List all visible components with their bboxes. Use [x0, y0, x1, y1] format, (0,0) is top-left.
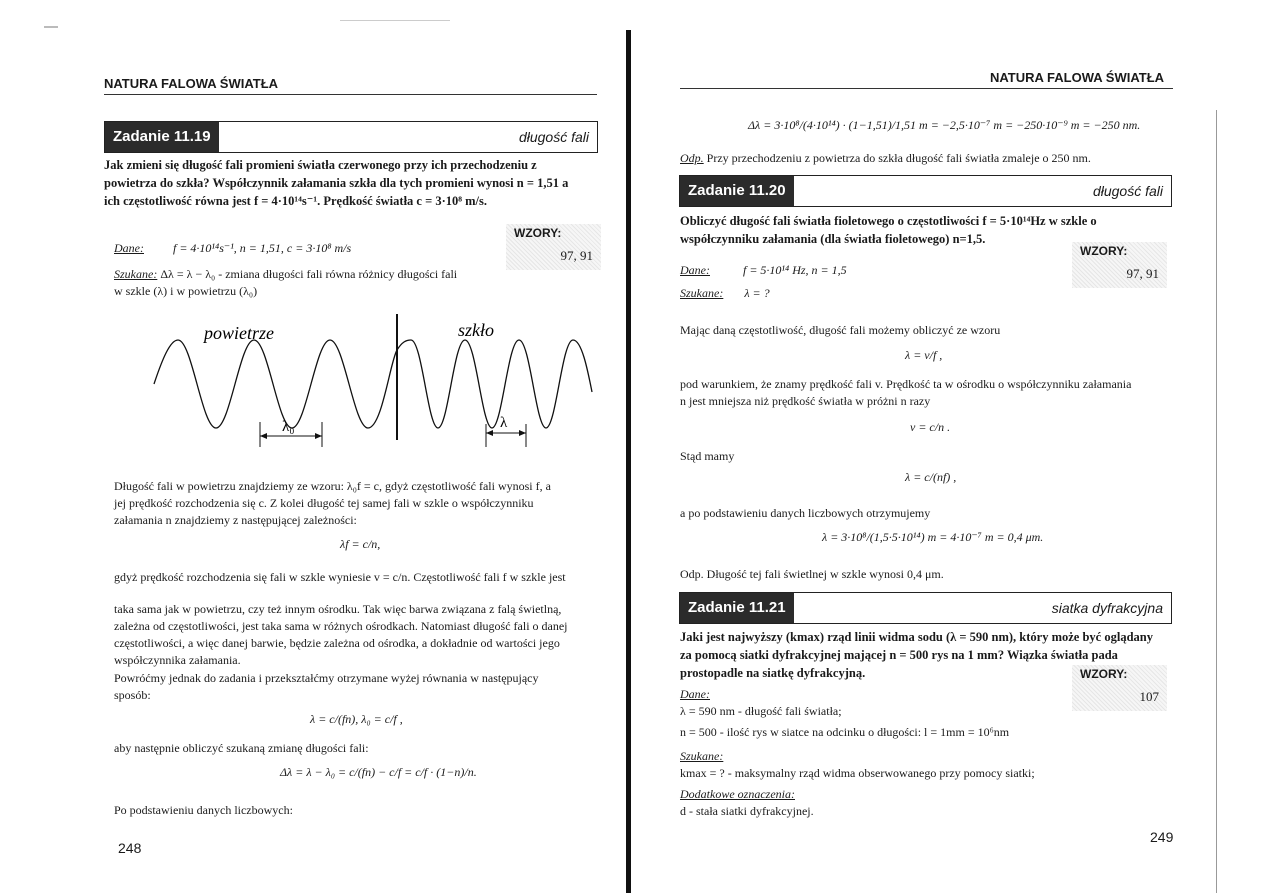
unknown-label: Szukane: — [680, 286, 724, 300]
paragraph — [114, 601, 609, 669]
task-topic: siatka dyfrakcyjna — [1051, 600, 1163, 616]
wave-air — [154, 340, 397, 428]
given-label: Dane: — [680, 687, 710, 701]
page-number: 248 — [118, 840, 142, 856]
task-question — [104, 156, 599, 210]
text-line: aby następnie obliczyć szukaną zmianę długości fali: — [114, 741, 369, 755]
given-line: n = 500 - ilość rys w siatce na odcinku o długości: l = 1mm = 10⁶nm — [680, 725, 1010, 739]
text-line: Mając daną częstotliwość, długość fali możemy obliczyć ze wzoru — [680, 323, 1001, 337]
given-section — [114, 240, 351, 257]
given-section — [680, 686, 1175, 741]
extra-label: Dodatkowe oznaczenia: — [680, 787, 795, 801]
text-line: Powróćmy jednak do zadania i przekształćmy otrzymane wyżej równania w następujący — [114, 671, 539, 685]
task-number: Zadanie 11.19 — [105, 122, 219, 152]
text-line: zależna od częstotliwości, jest taka sama w różnych ośrodkach. Natomiast długość fali o danej — [114, 619, 568, 633]
wzory-label: WZORY: — [514, 226, 562, 240]
given-section — [680, 262, 847, 279]
equation: Δλ = 3·10⁸/(4·10¹⁴) · (1−1,51)/1,51 m = −2,5·10⁻⁷ m = −250·10⁻⁹ m = −250 nm. — [748, 118, 1141, 132]
text-line: pod warunkiem, że znamy prędkość fali v. Prędkość ta w ośrodku o współczynniku załamania — [680, 377, 1132, 391]
given-values: f = 5·10¹⁴ Hz, n = 1,5 — [743, 263, 847, 277]
unknown-label: Szukane: — [680, 749, 724, 763]
wzory-value: 97, 91 — [560, 248, 593, 263]
lambda0-label: λ₀ — [282, 419, 295, 435]
question-line: za pomocą siatki dyfrakcyjnej mającej n = 500 rys na 1 mm? Wiązka światła pada — [680, 648, 1118, 662]
question-line: powietrza do szkła? Współczynnik załamania szkła dla tych promieni wynosi n = 1,51 a — [104, 176, 569, 190]
text-line: sposób: — [114, 688, 151, 702]
task-topic: długość fali — [518, 129, 589, 145]
unknown-label: Szukane: — [114, 267, 158, 281]
task-header-11-20 — [679, 175, 1172, 207]
equation: λ = c/(nf) , — [905, 470, 957, 484]
unknown-values: λ = ? — [744, 286, 770, 300]
given-values: f = 4·10¹⁴s⁻¹, n = 1,51, c = 3·10⁸ m/s — [173, 241, 352, 255]
text-line: Stąd mamy — [680, 449, 735, 463]
unknown-section — [680, 748, 1175, 782]
scan-mark — [340, 20, 450, 21]
task-header-11-19 — [104, 121, 598, 153]
question-line: ich częstotliwość równa jest f = 4·10¹⁴s⁻¹. Prędkość światła c = 3·10⁸ m/s. — [104, 194, 488, 208]
answer-text: Przy przechodzeniu z powietrza do szkła długość fali światła zmaleje o 250 nm. — [703, 151, 1091, 165]
paragraph — [680, 376, 1175, 410]
extra-notation — [680, 786, 1175, 820]
equation: λ = v/f , — [905, 348, 943, 362]
answer: Odp. Długość tej fali świetlnej w szkle wynosi 0,4 μm. — [680, 567, 944, 581]
equation: Δλ = λ − λ₀ = c/(fn) − c/f = c/f · (1−n)/n. — [280, 765, 477, 779]
text-line: częstotliwości, a więc danej barwie, będzie zależna od ośrodka, a dokładnie od wartości jego — [114, 636, 560, 650]
text-line: n jest mniejsza niż prędkość światła w próżni n razy — [680, 394, 931, 408]
running-header: NATURA FALOWA ŚWIATŁA — [104, 76, 279, 91]
equation: v = c/n . — [910, 420, 951, 434]
text-line: załamania n znajdziemy z następującej zależności: — [114, 513, 357, 527]
given-label: Dane: — [114, 241, 144, 255]
wzory-label: WZORY: — [1080, 244, 1128, 258]
unknown-text: Δλ = λ − λ₀ - zmiana długości fali równa różnicy długości fali — [160, 267, 458, 281]
wzory-value: 107 — [1139, 689, 1159, 704]
wzory-box — [506, 224, 601, 270]
task-header-11-21 — [679, 592, 1172, 624]
label-powietrze: powietrze — [204, 323, 274, 343]
paragraph — [114, 478, 604, 529]
unknown-section — [114, 266, 604, 300]
question-line: Jak zmieni się długość fali promieni światła czerwonego przy ich przechodzeniu z — [104, 158, 537, 172]
header-rule — [104, 94, 597, 95]
text-line: jej prędkość rozchodzenia się c. Z kolei długość tej samej fali w szkle o współczynniku — [114, 496, 534, 510]
page-number: 249 — [1150, 829, 1174, 845]
wzory-value: 97, 91 — [1126, 266, 1159, 281]
task-topic: długość fali — [1092, 183, 1163, 199]
given-label: Dane: — [680, 263, 710, 277]
unknown-line: kmax = ? - maksymalny rząd widma obserwowanego przy pomocy siatki; — [680, 766, 1035, 780]
extra-line: d - stała siatki dyfrakcyjnej. — [680, 804, 814, 818]
equation: λ = 3·10⁸/(1,5·5·10¹⁴) m = 4·10⁻⁷ m = 0,4 μm. — [822, 530, 1044, 544]
question-line: prostopadle na siatkę dyfrakcyjną. — [680, 666, 866, 680]
task-number: Zadanie 11.20 — [680, 176, 794, 206]
paragraph — [114, 670, 609, 704]
question-line: Obliczyć długość fali światła fioletowego o częstotliwości f = 5·10¹⁴Hz w szkle o — [680, 214, 1097, 228]
wave-figure — [140, 312, 600, 462]
equation: λ = c/(fn), λ₀ = c/f , — [310, 712, 403, 726]
text-line: taka sama jak w powietrzu, czy też innym ośrodku. Tak więc barwa związana z falą świetlną, — [114, 602, 562, 616]
unknown-section — [680, 285, 770, 302]
lambda-label: λ — [500, 415, 508, 431]
text-line: Długość fali w powietrzu znajdziemy ze wzoru: λ₀f = c, gdyż częstotliwość fali wynosi f, a — [114, 479, 551, 493]
question-line: Jaki jest najwyższy (kmax) rząd linii widma sodu (λ = 590 nm), który może być oglądany — [680, 630, 1153, 644]
header-rule — [680, 88, 1173, 89]
task-number: Zadanie 11.21 — [680, 593, 794, 623]
answer — [680, 150, 1091, 167]
answer-label: Odp. — [680, 151, 704, 165]
wzory-box — [1072, 242, 1167, 288]
text-line: Po podstawieniu danych liczbowych: — [114, 803, 293, 817]
text-line: współczynnika załamania. — [114, 653, 241, 667]
question-line: współczynniku załamania (dla światła fioletowego) n=1,5. — [680, 232, 986, 246]
text-line: a po podstawieniu danych liczbowych otrzymujemy — [680, 506, 931, 520]
right-edge-line — [1216, 110, 1217, 893]
wave-glass — [397, 340, 592, 428]
given-line: λ = 590 nm - długość fali światła; — [680, 704, 842, 718]
text-line: gdyż prędkość rozchodzenia się fali w szkle wyniesie v = c/n. Częstotliwość fali f w szkle jest — [114, 570, 566, 584]
equation: λf = c/n, — [340, 537, 381, 551]
unknown-text: w szkle (λ) i w powietrzu (λ₀) — [114, 284, 258, 298]
scan-mark — [44, 26, 58, 28]
running-header: NATURA FALOWA ŚWIATŁA — [990, 70, 1165, 85]
wzory-label: WZORY: — [1080, 667, 1128, 681]
label-szklo: szkło — [458, 320, 494, 340]
book-binding — [626, 30, 631, 893]
